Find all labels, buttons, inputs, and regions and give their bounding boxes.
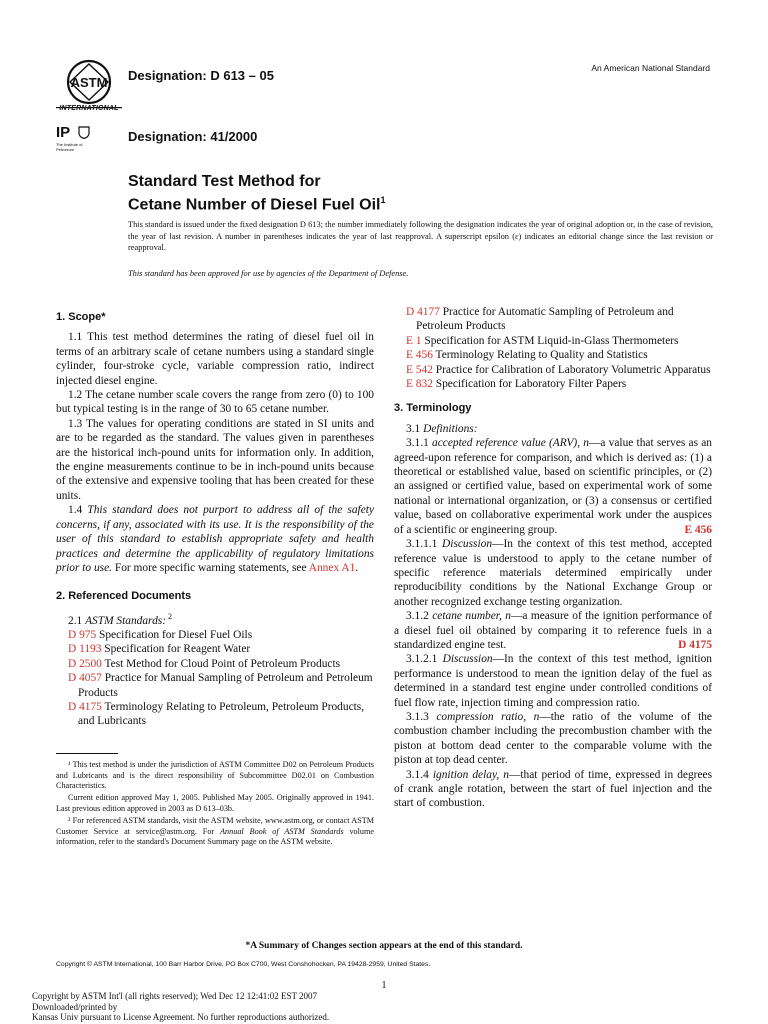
- terminology-heading: 3. Terminology: [394, 402, 472, 415]
- title-line-1: Standard Test Method for: [128, 173, 321, 190]
- document-title: [128, 172, 386, 214]
- reference-item: [406, 363, 712, 377]
- reference-title: Practice for Manual Sampling of Petroleum and Petroleum Products: [78, 672, 373, 699]
- term-3-1-4: 3.1.4 ignition delay, n—that period of time, expressed in degrees of crank angle rotation, between the start of fuel injection and the start of combustion.: [394, 768, 713, 810]
- refdocs-heading: 2. Referenced Documents: [56, 590, 192, 603]
- reference-item: [68, 700, 374, 729]
- designation-astm: Designation: D 613 – 05: [128, 68, 274, 83]
- shield-icon: [78, 126, 90, 139]
- scope-1-1: 1.1 This test method determines the rating of diesel fuel oil in terms of an arbitrary scale of cetane numbers using a standard single cylinder, four-stroke cycle, variable compression ratio, indirect injected diesel engine.: [56, 331, 374, 387]
- reference-title: Specification for ASTM Liquid-in-Glass Thermometers: [421, 334, 679, 347]
- reference-item: [68, 628, 374, 642]
- title-footnote-mark: 1: [380, 195, 386, 205]
- reference-item: [406, 377, 712, 391]
- left-reference-list: [68, 628, 374, 729]
- footnote-1: ¹ This test method is under the jurisdiction of ASTM Committee D02 on Petroleum Products and Lubricants and is the direct responsibility of Subcommittee D02.01 on Combustion Characteristics.: [56, 759, 374, 791]
- reference-code-link[interactable]: D 4175: [68, 700, 102, 713]
- reference-title: Specification for Reagent Water: [101, 643, 251, 656]
- reference-title: Terminology Relating to Quality and Statistics: [432, 349, 648, 362]
- footnotes: [56, 760, 374, 848]
- title-line-2: Cetane Number of Diesel Fuel Oil: [128, 196, 381, 214]
- page-number: 1: [381, 980, 387, 991]
- e456-ref-link[interactable]: E 456: [684, 523, 712, 536]
- astm-logo-caption: INTERNATIONAL: [59, 105, 119, 112]
- national-standard-label: An American National Standard: [591, 63, 710, 73]
- ip-logo-text: IP: [56, 124, 71, 141]
- reference-item: [406, 348, 712, 362]
- scope-1-4: 1.4 This standard does not purport to address all of the safety concerns, if any, associated with its use. It is the responsibility of the user of this standard to establish appropriate safety and health practices and determine the applicability of regulatory limitations prior to use. For more specific warning statements, see Annex A1.: [56, 504, 374, 574]
- reference-title: Practice for Automatic Sampling of Petroleum and Petroleum Products: [416, 306, 674, 333]
- copyright-line: Copyright © ASTM International, 100 Barr Harbor Drive, PO Box C700, West Conshohocken, PA 19428-2959, United States.: [56, 961, 431, 968]
- reference-code-link[interactable]: E 456: [406, 349, 433, 362]
- astm-logo: [56, 58, 122, 118]
- reference-item: [68, 642, 374, 656]
- print-stamp: [32, 991, 329, 1023]
- ip-logo: [56, 124, 96, 156]
- reference-title: Test Method for Cloud Point of Petroleum Products: [101, 657, 341, 670]
- reference-code-link[interactable]: D 1193: [68, 643, 102, 656]
- reference-code-link[interactable]: E 1: [406, 334, 422, 347]
- reference-title: Practice for Calibration of Laboratory Volumetric Apparatus: [432, 363, 711, 376]
- reference-item: [406, 305, 712, 334]
- scope-1-2: 1.2 The cetane number scale covers the range from zero (0) to 100 but typical testing is in the range of 30 to 65 cetane number.: [56, 389, 374, 416]
- footnote-2: ² For referenced ASTM standards, visit the ASTM website, www.astm.org, or contact ASTM Customer Service at service@astm.org. For Annual Book of ASTM Standards volume information, refer to the standard's Document Summary page on the ASTM website.: [56, 815, 375, 847]
- annex-a1-link[interactable]: Annex A1: [308, 561, 356, 574]
- scope-heading: 1. Scope*: [56, 311, 106, 323]
- reference-code-link[interactable]: D 4057: [68, 672, 102, 685]
- dod-note: This standard has been approved for use by agencies of the Department of Defense.: [128, 269, 409, 278]
- astm-standards-label: 2.1 ASTM Standards: $^2$: [68, 611, 172, 627]
- reference-title: Specification for Laboratory Filter Papers: [432, 378, 627, 391]
- issuance-note: This standard is issued under the fixed designation D 613; the number immediately following the designation indicates the year of original adoption or, in the case of revision, the year of last revision. A number in parentheses indicates the year of last reapproval. A superscript epsilon (ε) indicates an editorial change since the last revision or reapproval.: [128, 220, 713, 253]
- term-3-1-1-1: 3.1.1.1 Discussion—In the context of this test method, accepted reference value is understood to apply to the cetane number of specific reference materials determined empirically under reproducibility conditions by the National Exchange Group or another recognized exchange testing organization.: [394, 538, 712, 608]
- reference-item: [68, 657, 374, 671]
- reference-item: [68, 671, 374, 700]
- right-reference-list: [406, 305, 712, 391]
- reference-title: Specification for Diesel Fuel Oils: [96, 628, 253, 641]
- right-column: [394, 305, 712, 811]
- reference-code-link[interactable]: E 542: [406, 363, 433, 376]
- footnote-1b: Current edition approved May 1, 2005. Published May 2005. Originally approved in 1941. Last previous edition approved in 2003 as D 613–03b.: [56, 793, 374, 813]
- reference-title: Terminology Relating to Petroleum, Petroleum Products, and Lubricants: [78, 700, 365, 728]
- ip-logo-caption: The Institute of Petroleum: [56, 142, 83, 152]
- reference-code-link[interactable]: E 832: [406, 378, 433, 391]
- term-3-1-3: 3.1.3 compression ratio, n—the ratio of the volume of the combustion chamber including the precombustion chamber with the piston at bottom dead center to the comparable volume with the piston at top dead center.: [394, 710, 712, 767]
- term-3-1-2-1: 3.1.2.1 Discussion—In the context of this test method, ignition performance is understood to mean the ignition delay of the fuel as determined in a standard test engine under controlled conditions of fuel flow rate, injection timing and compression ratio.: [394, 653, 712, 709]
- reference-code-link[interactable]: D 4177: [406, 306, 440, 318]
- reference-code-link[interactable]: D 2500: [68, 657, 102, 670]
- scope-1-3: 1.3 The values for operating conditions are stated in SI units and are to be regarded as the standard. The values given in parentheses are the historical inch-pound units for information only. In addition, the engine measurements continue to be in inch-pound units because of the extensive and expensive tooling that has been created for these units.: [56, 417, 374, 502]
- designation-ip: Designation: 41/2000: [128, 129, 258, 144]
- term-3-1-1: 3.1.1 accepted reference value (ARV), n—a value that serves as an agreed-upon reference for comparison, and which is derived as: (1) a theoretical or established value, based on scientific principles, or (2) an assigned or certified value, based on experimental work of some national or international organization, or (3) a consensus or certified value, based on collaborative experimental work under the auspices of a scientific or engineering group. E 456: [394, 437, 712, 536]
- term-3-1-2: 3.1.2 cetane number, n—a measure of the ignition performance of a diesel fuel oil obtained by comparing it to reference fuels in a standardized engine test. D 4175: [394, 610, 712, 651]
- print-line-1: Copyright by ASTM Int'l (all rights reserved); Wed Dec 12 12:41:02 EST 2007: [32, 991, 318, 1001]
- d4175-ref-link[interactable]: D 4175: [678, 638, 712, 651]
- summary-note: *A Summary of Changes section appears at the end of this standard.: [245, 941, 523, 951]
- reference-code-link[interactable]: D 975: [68, 628, 97, 641]
- print-line-2: Downloaded/printed by: [32, 1001, 118, 1012]
- svg-text:ASTM: ASTM: [70, 75, 108, 90]
- footnote-divider: [56, 753, 118, 754]
- print-line-3: Kansas Univ pursuant to License Agreement. No further reproductions authorized.: [32, 1012, 330, 1023]
- left-column: [56, 300, 374, 849]
- reference-item: [406, 334, 712, 348]
- definitions-label: 3.1 Definitions:: [406, 422, 478, 435]
